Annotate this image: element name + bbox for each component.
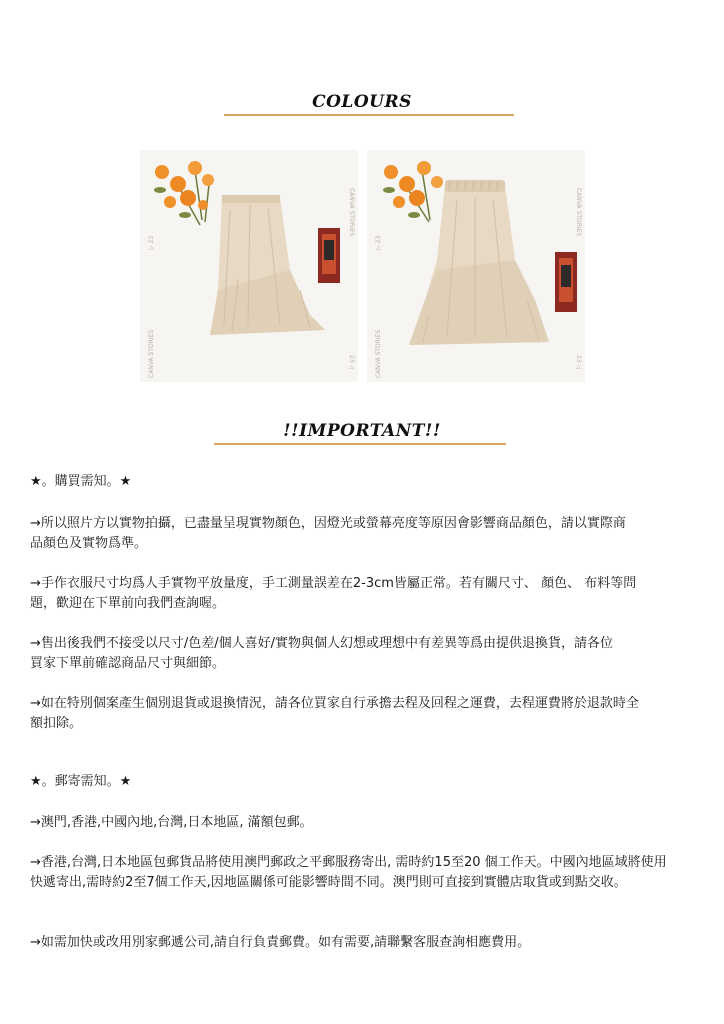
shipping-note-1: →澳門,香港,中國內地,台灣,日本地區, 滿額包郵。 bbox=[30, 815, 313, 830]
svg-text:CANVA STORIES: CANVA STORIES bbox=[575, 188, 582, 237]
svg-text:▷ 23: ▷ 23 bbox=[148, 235, 155, 250]
shipping-heading: ★。郵寄需知。★ bbox=[30, 774, 132, 789]
product-photo-back bbox=[367, 150, 585, 382]
svg-text:23 ◁: 23 ◁ bbox=[575, 355, 582, 370]
shipping-note-2: →香港,台灣,日本地區包郵貨品將使用澳門郵政之平郵服務寄出, 需時約15至20 個工作天。中國內地區域將使用快遞寄出,需時約2至7個工作天,因地區關係可能影響時間不同。澳門則可直接到實體店取貨或到點交收。 bbox=[30, 855, 667, 890]
colours-title-underline bbox=[224, 114, 514, 116]
important-title-underline bbox=[214, 443, 506, 445]
purchase-note-4: →如在特別個案產生個別退貨或退換情況，請各位買家自行承擔去程及回程之運費，去程運費將於退款時全額扣除。 bbox=[30, 696, 639, 731]
svg-text:23 ◁: 23 ◁ bbox=[348, 355, 355, 370]
svg-text:CANVA STORIES: CANVA STORIES bbox=[348, 188, 355, 237]
shipping-note-3: →如需加快或改用別家郵遞公司,請自行負責郵費。如有需要,請聯繫客服查詢相應費用。 bbox=[30, 935, 531, 950]
svg-text:▷ 23: ▷ 23 bbox=[375, 235, 382, 250]
book-decoration bbox=[555, 252, 577, 312]
book-decoration bbox=[318, 228, 340, 283]
product-photo-front bbox=[140, 150, 358, 382]
purchase-note-3: →售出後我們不接受以尺寸/色差/個人喜好/實物與個人幻想或理想中有差異等爲由提供退換貨，請各位買家下單前確認商品尺寸與細節。 bbox=[30, 636, 614, 671]
svg-text:CANVA STORIES: CANVA STORIES bbox=[148, 329, 155, 378]
important-title: !!IMPORTANT!! bbox=[283, 421, 441, 441]
purchase-note-2: →手作衣服尺寸均爲人手實物平放量度，手工測量誤差在2-3cm皆屬正常。若有關尺寸、 顏色、 布料等問題，歡迎在下單前向我們查詢喔。 bbox=[30, 576, 637, 611]
purchase-note-1: →所以照片方以實物拍攝，已盡量呈現實物顏色，因燈光或螢幕亮度等原因會影響商品顏色，請以實際商品顏色及實物爲準。 bbox=[30, 516, 626, 551]
purchase-heading: ★。購買需知。★ bbox=[30, 474, 132, 489]
svg-text:CANVA STORIES: CANVA STORIES bbox=[375, 329, 382, 378]
colours-title: COLOURS bbox=[312, 92, 412, 112]
